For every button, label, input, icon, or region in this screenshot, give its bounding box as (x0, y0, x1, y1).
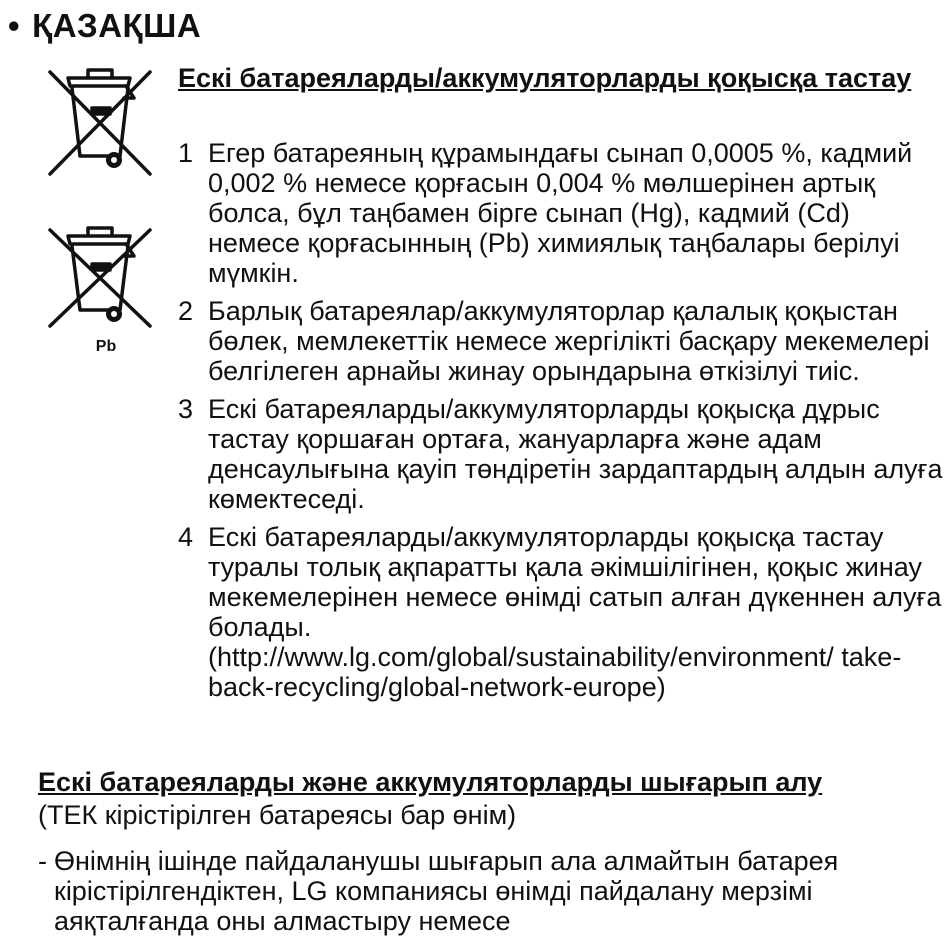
list-item (178, 522, 946, 702)
list-item-number: 2 (178, 296, 194, 326)
paragraph-text: Өнімнің ішінде пайдаланушы шығарып ала алмайтын батарея кірістірілгендіктен, LG компаниясы өнімді пайдалану мерзімі аяқталғанда оны алмастыру немесе (54, 846, 839, 936)
crossed-out-wheelie-bin-icon (44, 64, 156, 182)
list-item-number: 4 (178, 522, 194, 552)
list-item-text: Ескі батареяларды/аккумуляторларды қоқысқа дұрыс тастау қоршаған ортаға, жануарларға және адам денсаулығына қауіп төндіретін зардаптардың алдын алуға көмектеседі. (208, 394, 943, 514)
list-item-number: 3 (178, 394, 194, 424)
recycling-info-link[interactable]: (http://www.lg.com/global/sustainability/environment/ take-back-recycling/global-network-europe) (208, 642, 902, 702)
heading-bullet: • (8, 7, 21, 44)
battery-removal-paragraph (38, 846, 944, 936)
language-heading (8, 6, 201, 46)
list-item (178, 394, 946, 514)
list-item-number: 1 (178, 138, 194, 168)
crossed-out-wheelie-bin-pb-icon (44, 222, 156, 332)
paragraph-dash: - (38, 846, 47, 876)
instruction-list (178, 138, 946, 710)
section-subtitle: (ТЕК кірістірілген батареясы бар өнім) (38, 800, 517, 830)
section-title-battery-removal: Ескі батареяларды және аккумуляторларды шығарып алу (38, 767, 823, 797)
list-item-text: Егер батареяның құрамындағы сынап 0,0005 %, кадмий 0,002 % немесе қорғасын 0,004 % мөлшерінен артық болса, бұл таңбамен бірге сынап (Hg), кадмий (Cd) немесе қорғасынның (Pb) химиялық таңбалары берілуі мүмкін. (208, 138, 913, 288)
list-item (178, 296, 946, 386)
list-item (178, 138, 946, 288)
section-title: Ескі батареяларды/аккумуляторларды қоқысқа тастау (178, 63, 912, 93)
heading-title: ҚАЗАҚША (32, 7, 202, 44)
list-item-text: Барлық батареялар/аккумуляторлар қалалық қоқыстан бөлек, мемлекеттік немесе жергілікті басқару мекемелері белгілеген арнайы жинау орындарына өткізілуі тиіс. (208, 296, 930, 386)
list-item-text: Ескі батареяларды/аккумуляторларды қоқысқа тастау туралы толық ақпаратты қала әкімшілігінен, қоқыс жинау мекемелерінен немесе өнімді сатып алған дүкеннен алуға болады. (208, 522, 942, 642)
pb-label: Pb (95, 338, 117, 355)
